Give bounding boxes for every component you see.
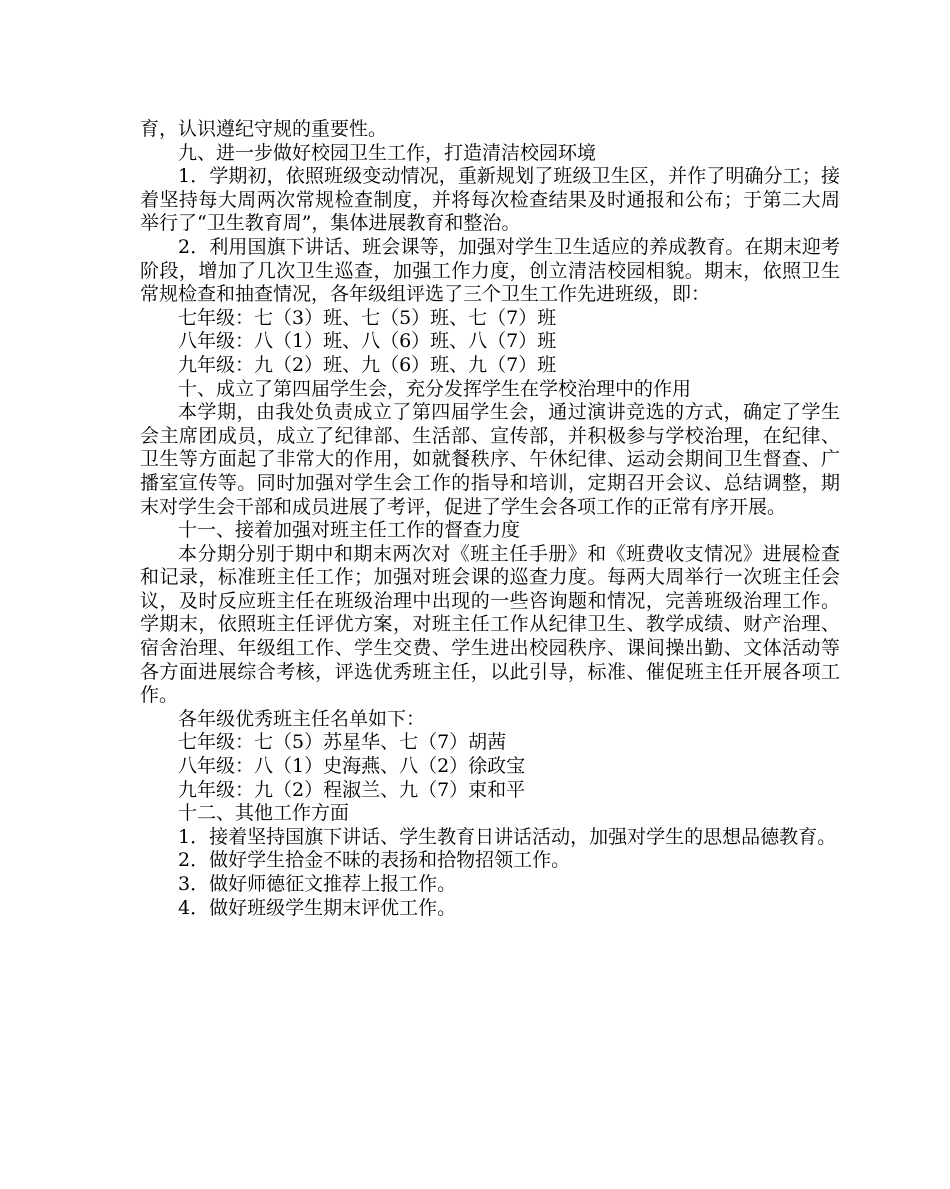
paragraph-12-2: 2．做好学生拾金不昧的表扬和拾物招领工作。 [178, 849, 571, 872]
section-heading-10: 十、成立了第四届学生会，充分发挥学生在学校治理中的作用 [178, 377, 692, 400]
paragraph-9-1: 1．学期初，依照班级变动情况，重新规划了班级卫生区，并作了明确分工；接着坚持每大周两次常规检查制度，并将每次检查结果及时通报和公布；于第二大周举行了“卫生教育周”，集体进展教育和整治。 [140, 165, 840, 235]
document-body [140, 118, 840, 920]
section-heading-12: 十二、其他工作方面 [178, 802, 350, 825]
section-heading-11: 十一、接着加强对班主任工作的督查力度 [178, 519, 521, 542]
paragraph-12-1: 1．接着坚持国旗下讲话、学生教育日讲话活动，加强对学生的思想品德教育。 [178, 825, 837, 848]
list-item-grade-9-teachers: 九年级：九（2）程淑兰、九（7）束和平 [178, 778, 526, 801]
list-item-grade-7-classes: 七年级：七（3）班、七（5）班、七（7）班 [178, 306, 557, 329]
list-item-grade-7-teachers: 七年级：七（5）苏星华、七（7）胡茜 [178, 731, 507, 754]
paragraph-10: 本学期，由我处负责成立了第四届学生会，通过演讲竞选的方式，确定了学生会主席团成员，成立了纪律部、生活部、宣传部，并积极参与学校治理，在纪律、卫生等方面起了非常大的作用，如就餐秩序、午休纪律、运动会期间卫生督查、广播室宣传等。同时加强对学生会工作的指导和培训，定期召开会议、总结调整，期末对学生会干部和成员进展了考评，促进了学生会各项工作的正常有序开展。 [140, 401, 840, 518]
paragraph-12-3: 3．做好师德征文推荐上报工作。 [178, 873, 457, 895]
list-item-grade-8-classes: 八年级：八（1）班、八（6）班、八（7）班 [178, 330, 557, 353]
paragraph-11: 本分期分别于期中和期末两次对《班主任手册》和《班费收支情况》进展检查和记录，标准班主任工作；加强对班会课的巡查力度。每两大周举行一次班主任会议，及时反应班主任在班级治理中出现的一些咨询题和情况，完善班级治理工作。学期末，依照班主任评优方案，对班主任工作从纪律卫生、教学成绩、财产治理、宿舍治理、年级组工作、学生交费、学生进出校园秩序、课间操出勤、文体活动等各方面进展综合考核，评选优秀班主任，以此引导，标准、催促班主任开展各项工作。 [140, 542, 840, 707]
paragraph-continuation: 育，认识遵纪守规的重要性。 [140, 118, 388, 140]
paragraph-teacher-list-intro: 各年级优秀班主任名单如下： [178, 707, 426, 730]
paragraph-12-4: 4．做好班级学生期末评优工作。 [178, 896, 457, 919]
list-item-grade-8-teachers: 八年级：八（1）史海燕、八（2）徐政宝 [178, 755, 526, 778]
paragraph-9-2: 2．利用国旗下讲话、班会课等，加强对学生卫生适应的养成教育。在期末迎考阶段，增加了几次卫生巡查，加强工作力度，创立清洁校园相貌。期末，依照卫生常规检查和抽查情况，各年级组评选了三个卫生工作先进班级，即： [140, 235, 840, 306]
list-item-grade-9-classes: 九年级：九（2）班、九（6）班、九（7）班 [178, 353, 557, 376]
section-heading-9: 九、进一步做好校园卫生工作，打造清洁校园环境 [178, 141, 597, 164]
